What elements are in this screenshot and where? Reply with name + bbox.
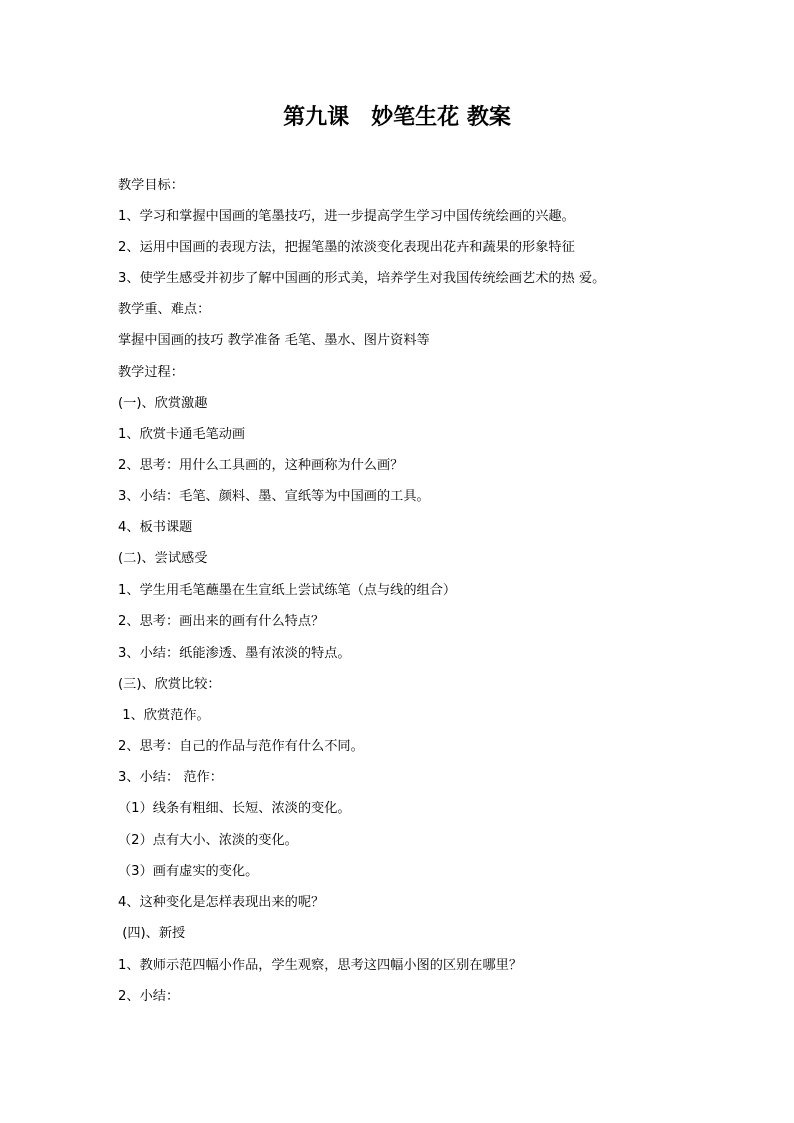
key-points-text: 掌握中国画的技巧 教学准备 毛笔、墨水、图片资料等	[118, 333, 430, 348]
step-item: 3、小结：毛笔、颜料、墨、宣纸等为中国画的工具。	[118, 489, 430, 504]
section-heading-key-points: 教学重、难点：	[118, 302, 211, 317]
step-item: 2、思考：画出来的画有什么特点？	[118, 614, 325, 629]
step-item: 1、欣赏范作。	[118, 708, 210, 723]
section-heading-process: 教学过程：	[118, 365, 184, 380]
step-heading-1: (一)、欣赏激趣	[118, 396, 208, 411]
step-item: 2、思考：用什么工具画的，这种画称为什么画？	[118, 458, 404, 473]
step-item: 2、小结：	[118, 989, 180, 1004]
section-heading-objectives: 教学目标：	[118, 178, 184, 193]
objective-item-3: 3、使学生感受并初步了解中国画的形式美，培养学生对我国传统绘画艺术的热 爱。	[118, 271, 606, 286]
sub-item: （3）画有虚实的变化。	[118, 864, 259, 879]
objective-item-1: 1、学习和掌握中国画的笔墨技巧，进一步提高学生学习中国传统绘画的兴趣。	[118, 209, 575, 224]
step-item: 2、思考：自己的作品与范作有什么不同。	[118, 739, 364, 754]
document-title: 第九课 妙笔生花 教案	[283, 104, 511, 130]
step-heading-4: (四)、新授	[118, 926, 186, 941]
step-item: 3、小结： 范作：	[118, 770, 223, 785]
step-item: 3、小结：纸能渗透、墨有浓淡的特点。	[118, 646, 351, 661]
step-heading-2: (二)、尝试感受	[118, 551, 208, 566]
step-item: 1、学生用毛笔蘸墨在生宣纸上尝试练笔（点与线的组合）	[118, 583, 457, 598]
step-item: 1、教师示范四幅小作品，学生观察，思考这四幅小图的区别在哪里？	[118, 958, 523, 973]
sub-item: （1）线条有粗细、长短、浓淡的变化。	[118, 801, 351, 816]
step-item: 4、这种变化是怎样表现出来的呢？	[118, 895, 325, 910]
step-item: 4、板书课题	[118, 520, 193, 535]
step-heading-3: (三)、欣赏比较：	[118, 677, 221, 692]
sub-item: （2）点有大小、浓淡的变化。	[118, 833, 298, 848]
objective-item-2: 2、运用中国画的表现方法，把握笔墨的浓淡变化表现出花卉和蔬果的形象特征	[118, 240, 575, 255]
step-item: 1、欣赏卡通毛笔动画	[118, 427, 246, 442]
